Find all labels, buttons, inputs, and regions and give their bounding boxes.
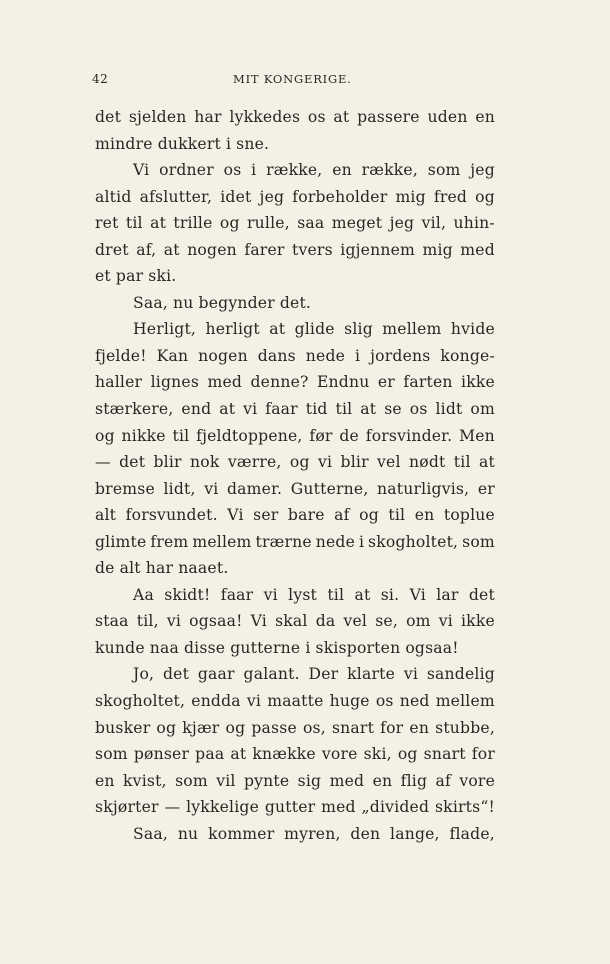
word: damer.	[226, 479, 283, 498]
word: før	[309, 426, 333, 445]
word: det	[119, 453, 146, 472]
word: alt	[119, 559, 141, 578]
word: en	[409, 718, 430, 737]
word: med	[329, 771, 365, 790]
word: om	[406, 612, 431, 631]
word: flade,	[449, 824, 495, 843]
word: farer	[244, 240, 285, 259]
word: en	[475, 108, 495, 126]
text-line	[95, 635, 495, 662]
word: vi	[246, 692, 262, 711]
word: vi	[318, 453, 333, 472]
word: mellem	[192, 532, 252, 551]
word: skogholtet,	[368, 532, 459, 551]
word: er	[377, 373, 395, 392]
word: os	[375, 692, 394, 711]
text-line	[95, 688, 495, 715]
word: i	[251, 161, 257, 180]
word: til	[453, 453, 471, 472]
word: lidt,	[163, 479, 196, 498]
word: stærkere,	[95, 400, 174, 419]
word: os	[307, 108, 326, 126]
word: se,	[375, 612, 398, 631]
word: til	[335, 400, 353, 419]
word: det.	[279, 293, 312, 312]
word: sig	[297, 771, 322, 790]
word: passe	[251, 718, 297, 737]
word: vore	[459, 771, 495, 790]
word: en	[95, 771, 115, 790]
word: jeg	[470, 161, 495, 180]
word: denne?	[250, 373, 309, 392]
word: dans	[257, 346, 296, 365]
word: til	[327, 585, 345, 604]
word: af	[334, 506, 350, 525]
word: knække	[252, 745, 316, 764]
text-line	[95, 768, 495, 795]
word: de	[95, 559, 115, 578]
word: den	[350, 824, 381, 843]
word: mig	[395, 187, 426, 206]
word: uhin-	[453, 214, 495, 233]
word: vi	[204, 479, 219, 498]
word: —	[95, 453, 111, 472]
word: Vi	[409, 585, 426, 604]
word: Herligt,	[133, 320, 197, 339]
word: saa	[297, 214, 325, 233]
word: si.	[380, 585, 400, 604]
word: pynte	[243, 771, 290, 790]
word: nu	[173, 293, 194, 312]
word: disse	[184, 638, 226, 657]
word: og	[289, 453, 310, 472]
word: et	[95, 267, 111, 286]
word: gutterne	[230, 638, 301, 657]
text-line	[95, 582, 495, 609]
word: at	[478, 453, 495, 472]
word: til,	[136, 612, 159, 631]
word: ikke	[461, 373, 495, 392]
word: som	[427, 161, 461, 180]
word: rulle,	[247, 214, 290, 233]
text-line	[95, 529, 495, 556]
word: vi	[263, 585, 278, 604]
text-line	[95, 157, 495, 184]
text-line	[95, 316, 495, 343]
word: faar	[220, 585, 254, 604]
word: af	[435, 771, 451, 790]
word: afslutter,	[139, 187, 213, 206]
word: skisporten	[315, 638, 401, 657]
word: vi	[243, 400, 258, 419]
word: vil	[216, 771, 236, 790]
word: staa	[95, 612, 129, 631]
word: en	[332, 161, 352, 180]
word: nogen	[198, 346, 248, 365]
text-line	[95, 715, 495, 742]
word: nikke	[121, 426, 166, 445]
word: tid	[305, 400, 328, 419]
word: jeg	[389, 214, 415, 233]
word: med	[321, 798, 356, 817]
word: ret	[95, 214, 119, 233]
word: har	[145, 559, 174, 578]
word: dukkert	[157, 134, 221, 153]
text-line	[95, 741, 495, 768]
word: forbeholder	[292, 187, 388, 206]
word: forsvundet.	[125, 506, 218, 525]
word: nødt	[409, 453, 446, 472]
word: nede	[305, 346, 346, 365]
page-number: 42	[92, 72, 109, 86]
word: frem	[150, 532, 189, 551]
word: ordner	[159, 161, 214, 180]
text-line	[95, 210, 495, 237]
word: til	[125, 214, 143, 233]
word: kjær	[182, 718, 220, 737]
word: fred	[433, 187, 468, 206]
word: og	[95, 426, 115, 445]
word: lange,	[390, 824, 440, 843]
word: for	[471, 745, 495, 764]
word: lar	[436, 585, 459, 604]
text-line	[95, 343, 495, 370]
word: jeg	[259, 187, 285, 206]
word: slig	[344, 320, 373, 339]
body-text	[95, 104, 495, 847]
word: med	[207, 373, 243, 392]
word: glide	[294, 320, 335, 339]
word: værre,	[227, 453, 282, 472]
word: at	[150, 214, 167, 233]
word: vil,	[421, 214, 447, 233]
word: række,	[266, 161, 323, 180]
word: jordens	[370, 346, 431, 365]
word: ski.	[148, 267, 177, 286]
text-line	[95, 263, 495, 290]
word: par	[115, 267, 144, 286]
word: pønser	[133, 745, 190, 764]
word: og	[156, 718, 177, 737]
word: det	[468, 585, 495, 604]
word: det	[163, 665, 190, 684]
word: flig	[400, 771, 428, 790]
word: lidt	[435, 400, 463, 419]
text-line	[95, 131, 495, 158]
word: ogsaa!	[405, 638, 459, 657]
word: trille	[173, 214, 213, 233]
word: en	[414, 506, 435, 525]
word: busker	[95, 718, 151, 737]
word: trærne	[255, 532, 312, 551]
text-line	[95, 608, 495, 635]
word: at	[219, 400, 236, 419]
word: lykkedes	[229, 108, 301, 126]
word: alt	[95, 506, 117, 525]
word: Saa,	[133, 293, 169, 312]
word: er	[477, 479, 495, 498]
text-line	[95, 661, 495, 688]
text-line	[95, 369, 495, 396]
word: se	[384, 400, 402, 419]
text-line	[95, 184, 495, 211]
text-line	[95, 476, 495, 503]
word: vi	[438, 612, 453, 631]
text-line	[95, 396, 495, 423]
word: os	[223, 161, 242, 180]
word: for	[380, 718, 404, 737]
word: til	[172, 426, 190, 445]
text-line	[95, 104, 495, 131]
word: Kan	[156, 346, 189, 365]
word: skirts“!	[434, 798, 495, 817]
word: Der	[308, 665, 339, 684]
word: igjennem	[340, 240, 415, 259]
word: myren,	[284, 824, 341, 843]
word: tvers	[292, 240, 333, 259]
word: fjelde!	[95, 346, 147, 365]
running-title: MIT KONGERIGE.	[233, 72, 352, 86]
word: galant.	[243, 665, 300, 684]
word: om	[470, 400, 495, 419]
word: vi	[166, 612, 182, 631]
word: lykkelige	[186, 798, 260, 817]
word: sandelig	[426, 665, 495, 684]
word: Vi	[133, 161, 150, 180]
word: stubbe,	[435, 718, 495, 737]
text-line	[95, 237, 495, 264]
word: lignes	[150, 373, 200, 392]
word: og	[225, 718, 246, 737]
word: har	[194, 108, 222, 126]
word: i	[225, 134, 232, 153]
word: gutter	[264, 798, 316, 817]
word: glimte	[95, 532, 147, 551]
text-line	[95, 423, 495, 450]
word: og	[219, 214, 240, 233]
word: kunde	[95, 638, 145, 657]
word: end	[181, 400, 212, 419]
word: Gutterne,	[290, 479, 369, 498]
word: ski,	[363, 745, 392, 764]
word: som	[462, 532, 495, 551]
word: toplue	[443, 506, 495, 525]
word: og	[397, 745, 418, 764]
word: blir	[340, 453, 369, 472]
word: blir	[153, 453, 182, 472]
word: bremse	[95, 479, 155, 498]
word: Vi	[227, 506, 244, 525]
word: klarte	[347, 665, 396, 684]
word: Men	[459, 426, 495, 445]
word: sne.	[236, 134, 270, 153]
word: huge	[329, 692, 370, 711]
word: endda	[191, 692, 241, 711]
word: kommer	[208, 824, 275, 843]
word: i	[358, 532, 365, 551]
word: Jo,	[133, 665, 155, 684]
word: ikke	[461, 612, 495, 631]
word: ogsaa!	[189, 612, 243, 631]
word: som	[95, 745, 128, 764]
word: kvist,	[123, 771, 167, 790]
page-header	[92, 72, 494, 92]
word: sjelden	[128, 108, 187, 126]
word: skogholtet,	[95, 692, 186, 711]
word: bare	[287, 506, 325, 525]
word: nogen	[187, 240, 237, 259]
word: og	[475, 187, 495, 206]
word: nok	[190, 453, 220, 472]
word: konge-	[440, 346, 495, 365]
word: nu	[177, 824, 199, 843]
word: ser	[253, 506, 279, 525]
word: række,	[361, 161, 419, 180]
word: altid	[95, 187, 132, 206]
word: til	[388, 506, 406, 525]
word: mindre	[95, 134, 153, 153]
word: ned	[399, 692, 430, 711]
word: vel	[343, 612, 368, 631]
word: de	[339, 426, 359, 445]
word: forsvinder.	[365, 426, 453, 445]
word: mellem	[382, 320, 442, 339]
word: herligt	[205, 320, 260, 339]
word: fjeldtoppene,	[196, 426, 303, 445]
word: Endnu	[316, 373, 370, 392]
word: farten	[403, 373, 453, 392]
word: vi	[403, 665, 419, 684]
word: Aa	[133, 585, 154, 604]
word: os,	[302, 718, 326, 737]
word: naturligvis,	[377, 479, 470, 498]
text-line	[95, 821, 495, 848]
word: mig	[422, 240, 453, 259]
word: haller	[95, 373, 143, 392]
word: og	[359, 506, 379, 525]
word: skjørter	[95, 798, 159, 817]
word: begynder	[198, 293, 275, 312]
word: nede	[315, 532, 356, 551]
word: at	[354, 585, 371, 604]
word: „divided	[361, 798, 430, 817]
word: i	[355, 346, 361, 365]
word: at	[333, 108, 350, 126]
word: snart	[423, 745, 466, 764]
word: hvide	[450, 320, 495, 339]
text-line	[95, 502, 495, 529]
word: med	[460, 240, 495, 259]
word: at	[360, 400, 377, 419]
word: os	[409, 400, 428, 419]
word: en	[372, 771, 393, 790]
word: af,	[136, 240, 157, 259]
word: naaet.	[178, 559, 229, 578]
word: snart	[331, 718, 375, 737]
word: som	[175, 771, 208, 790]
word: gaar	[197, 665, 235, 684]
word: lyst	[288, 585, 318, 604]
word: skidt!	[164, 585, 211, 604]
word: Saa,	[133, 824, 169, 843]
word: skal	[275, 612, 308, 631]
word: vel	[377, 453, 401, 472]
word: Vi	[250, 612, 267, 631]
text-line	[95, 794, 495, 821]
word: dret	[95, 240, 129, 259]
word: at	[163, 240, 180, 259]
word: da	[315, 612, 336, 631]
text-line	[95, 555, 495, 582]
text-line	[95, 290, 495, 317]
word: vore	[321, 745, 358, 764]
word: mellem	[435, 692, 495, 711]
word: paa	[195, 745, 225, 764]
text-line	[95, 449, 495, 476]
word: passere	[357, 108, 420, 126]
word: idet	[220, 187, 252, 206]
word: maatte	[267, 692, 324, 711]
word: at	[269, 320, 286, 339]
word: —	[164, 798, 181, 817]
word: uden	[427, 108, 468, 126]
word: at	[230, 745, 247, 764]
word: faar	[265, 400, 298, 419]
word: meget	[331, 214, 383, 233]
word: naa	[149, 638, 179, 657]
word: det	[95, 108, 122, 126]
word: i	[305, 638, 311, 657]
